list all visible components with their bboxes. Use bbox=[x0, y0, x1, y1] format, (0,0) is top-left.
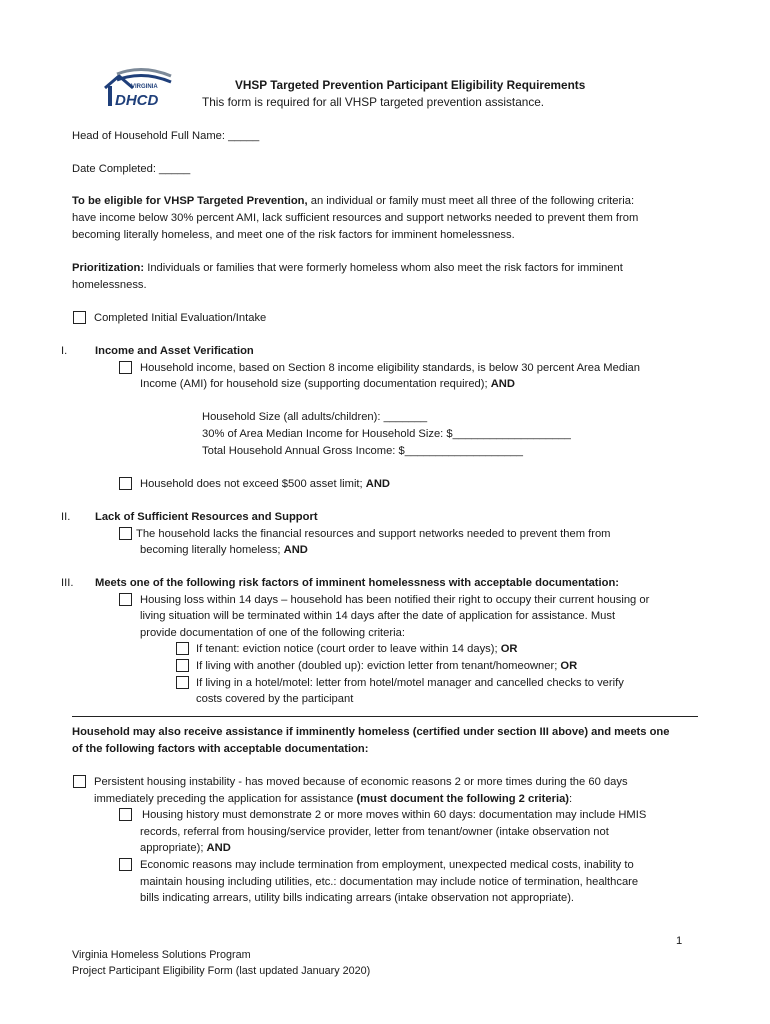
section-2-numeral: II. bbox=[61, 511, 71, 523]
eligibility-lead: To be eligible for VHSP Targeted Prevention, bbox=[72, 195, 308, 207]
tenant-text: If tenant: eviction notice (court order to leave within 14 days); bbox=[196, 643, 501, 655]
history-text: appropriate); bbox=[140, 842, 207, 854]
resources-line-2 bbox=[140, 543, 308, 557]
section-1-numeral: I. bbox=[61, 345, 68, 357]
persistent-colon: : bbox=[569, 793, 573, 805]
intake-checkbox[interactable] bbox=[73, 311, 86, 324]
asset-and: AND bbox=[365, 478, 391, 490]
asset-line bbox=[140, 477, 390, 491]
eligibility-line-2: have income below 30% percent AMI, lack sufficient resources and support networks needed to prevent them from bbox=[72, 212, 639, 224]
prioritization-line-1 bbox=[72, 261, 623, 275]
ami-30-field[interactable]: 30% of Area Median Income for Household Size: $___________________ bbox=[202, 428, 571, 440]
dhcd-logo bbox=[103, 66, 173, 108]
housing-loss-line-1: Housing loss within 14 days – household has been notified their right to occupy their current housing or bbox=[140, 594, 650, 606]
section-3-heading: Meets one of the following risk factors of imminent homelessness with acceptable documentation: bbox=[95, 577, 620, 589]
intake-label: Completed Initial Evaluation/Intake bbox=[94, 312, 267, 324]
logo-text-dhcd: DHCD bbox=[115, 92, 159, 108]
doubled-up-line bbox=[196, 659, 577, 673]
resources-line-1: The household lacks the financial resources and support networks needed to prevent them from bbox=[136, 528, 611, 540]
hotel-checkbox[interactable] bbox=[176, 676, 189, 689]
hotel-line-2: costs covered by the participant bbox=[196, 693, 354, 705]
economic-checkbox[interactable] bbox=[119, 858, 132, 871]
eligibility-text: an individual or family must meet all three of the following criteria: bbox=[307, 195, 635, 207]
eligibility-line-3: becoming literally homeless, and meet one of the risk factors for imminent homelessness. bbox=[72, 229, 515, 241]
doubled-up-text: If living with another (doubled up): eviction letter from tenant/homeowner; bbox=[196, 660, 561, 672]
eligibility-line-1 bbox=[72, 194, 634, 208]
econ-line-1: Economic reasons may include termination from employment, unexpected medical costs, inability to bbox=[140, 859, 634, 871]
additional-line-1: Household may also receive assistance if imminently homeless (certified under section III above) and meets one bbox=[72, 726, 670, 738]
income-line-2 bbox=[140, 377, 515, 391]
history-line-1: Housing history must demonstrate 2 or more moves within 60 days: documentation may include HMIS bbox=[142, 809, 647, 821]
footer-line-2: Project Participant Eligibility Form (last updated January 2020) bbox=[72, 965, 371, 977]
household-size-field[interactable]: Household Size (all adults/children): _______ bbox=[202, 411, 428, 423]
doubled-up-or: OR bbox=[560, 660, 578, 672]
section-3-numeral: III. bbox=[61, 577, 74, 589]
doubled-up-checkbox[interactable] bbox=[176, 659, 189, 672]
prioritization-text: Individuals or families that were formerly homeless whom also meet the risk factors for imminent bbox=[144, 262, 623, 274]
asset-checkbox[interactable] bbox=[119, 477, 132, 490]
tenant-or: OR bbox=[500, 643, 518, 655]
tenant-line bbox=[196, 642, 518, 656]
persistent-line-1: Persistent housing instability - has moved because of economic reasons 2 or more times during the 60 days bbox=[94, 776, 628, 788]
history-line-2: records, referral from housing/service provider, letter from tenant/owner (intake observation not bbox=[140, 826, 609, 838]
econ-line-2: maintain housing including utilities, etc.: documentation may include notice of termination, healthcare bbox=[140, 876, 639, 888]
date-completed-field[interactable]: Date Completed: _____ bbox=[72, 163, 191, 175]
persistent-checkbox[interactable] bbox=[73, 775, 86, 788]
additional-line-2: of the following factors with acceptable documentation: bbox=[72, 743, 369, 755]
income-text: Income (AMI) for household size (supporting documentation required); bbox=[140, 378, 491, 390]
page-subtitle: This form is required for all VHSP targeted prevention assistance. bbox=[202, 95, 545, 109]
income-and: AND bbox=[490, 378, 515, 390]
income-checkbox[interactable] bbox=[119, 361, 132, 374]
gross-income-field[interactable]: Total Household Annual Gross Income: $___________________ bbox=[202, 445, 523, 457]
resources-text: becoming literally homeless; bbox=[140, 544, 284, 556]
section-2-heading: Lack of Sufficient Resources and Support bbox=[95, 511, 318, 523]
housing-loss-line-3: provide documentation of one of the following criteria: bbox=[140, 627, 405, 639]
logo-text-virginia: VIRGINIA bbox=[131, 84, 158, 90]
housing-loss-checkbox[interactable] bbox=[119, 593, 132, 606]
tenant-checkbox[interactable] bbox=[176, 642, 189, 655]
persistent-line-2 bbox=[94, 792, 572, 806]
page-number: 1 bbox=[676, 935, 683, 947]
history-line-3 bbox=[140, 841, 231, 855]
econ-line-3: bills indicating arrears, utility bills indicating arrears (intake observation not appropriate). bbox=[140, 892, 575, 904]
section-divider bbox=[72, 716, 698, 717]
prioritization-lead: Prioritization: bbox=[72, 262, 145, 274]
footer-line-1: Virginia Homeless Solutions Program bbox=[72, 949, 251, 961]
income-line-1: Household income, based on Section 8 income eligibility standards, is below 30 percent Area Median bbox=[140, 362, 641, 374]
asset-text: Household does not exceed $500 asset limit; bbox=[140, 478, 366, 490]
persistent-text: immediately preceding the application for assistance bbox=[94, 793, 357, 805]
history-and: AND bbox=[206, 842, 231, 854]
resources-checkbox[interactable] bbox=[119, 527, 132, 540]
section-1-heading: Income and Asset Verification bbox=[95, 345, 254, 357]
persistent-bold: (must document the following 2 criteria) bbox=[356, 793, 570, 805]
housing-history-checkbox[interactable] bbox=[119, 808, 132, 821]
prioritization-line-2: homelessness. bbox=[72, 279, 147, 291]
hotel-line-1: If living in a hotel/motel: letter from hotel/motel manager and cancelled checks to verify bbox=[196, 677, 624, 689]
head-of-household-field[interactable]: Head of Household Full Name: _____ bbox=[72, 130, 260, 142]
page-title: VHSP Targeted Prevention Participant Eligibility Requirements bbox=[235, 78, 586, 92]
resources-and: AND bbox=[283, 544, 308, 556]
housing-loss-line-2: living situation will be terminated within 14 days after the date of application for assistance. Must bbox=[140, 610, 616, 622]
